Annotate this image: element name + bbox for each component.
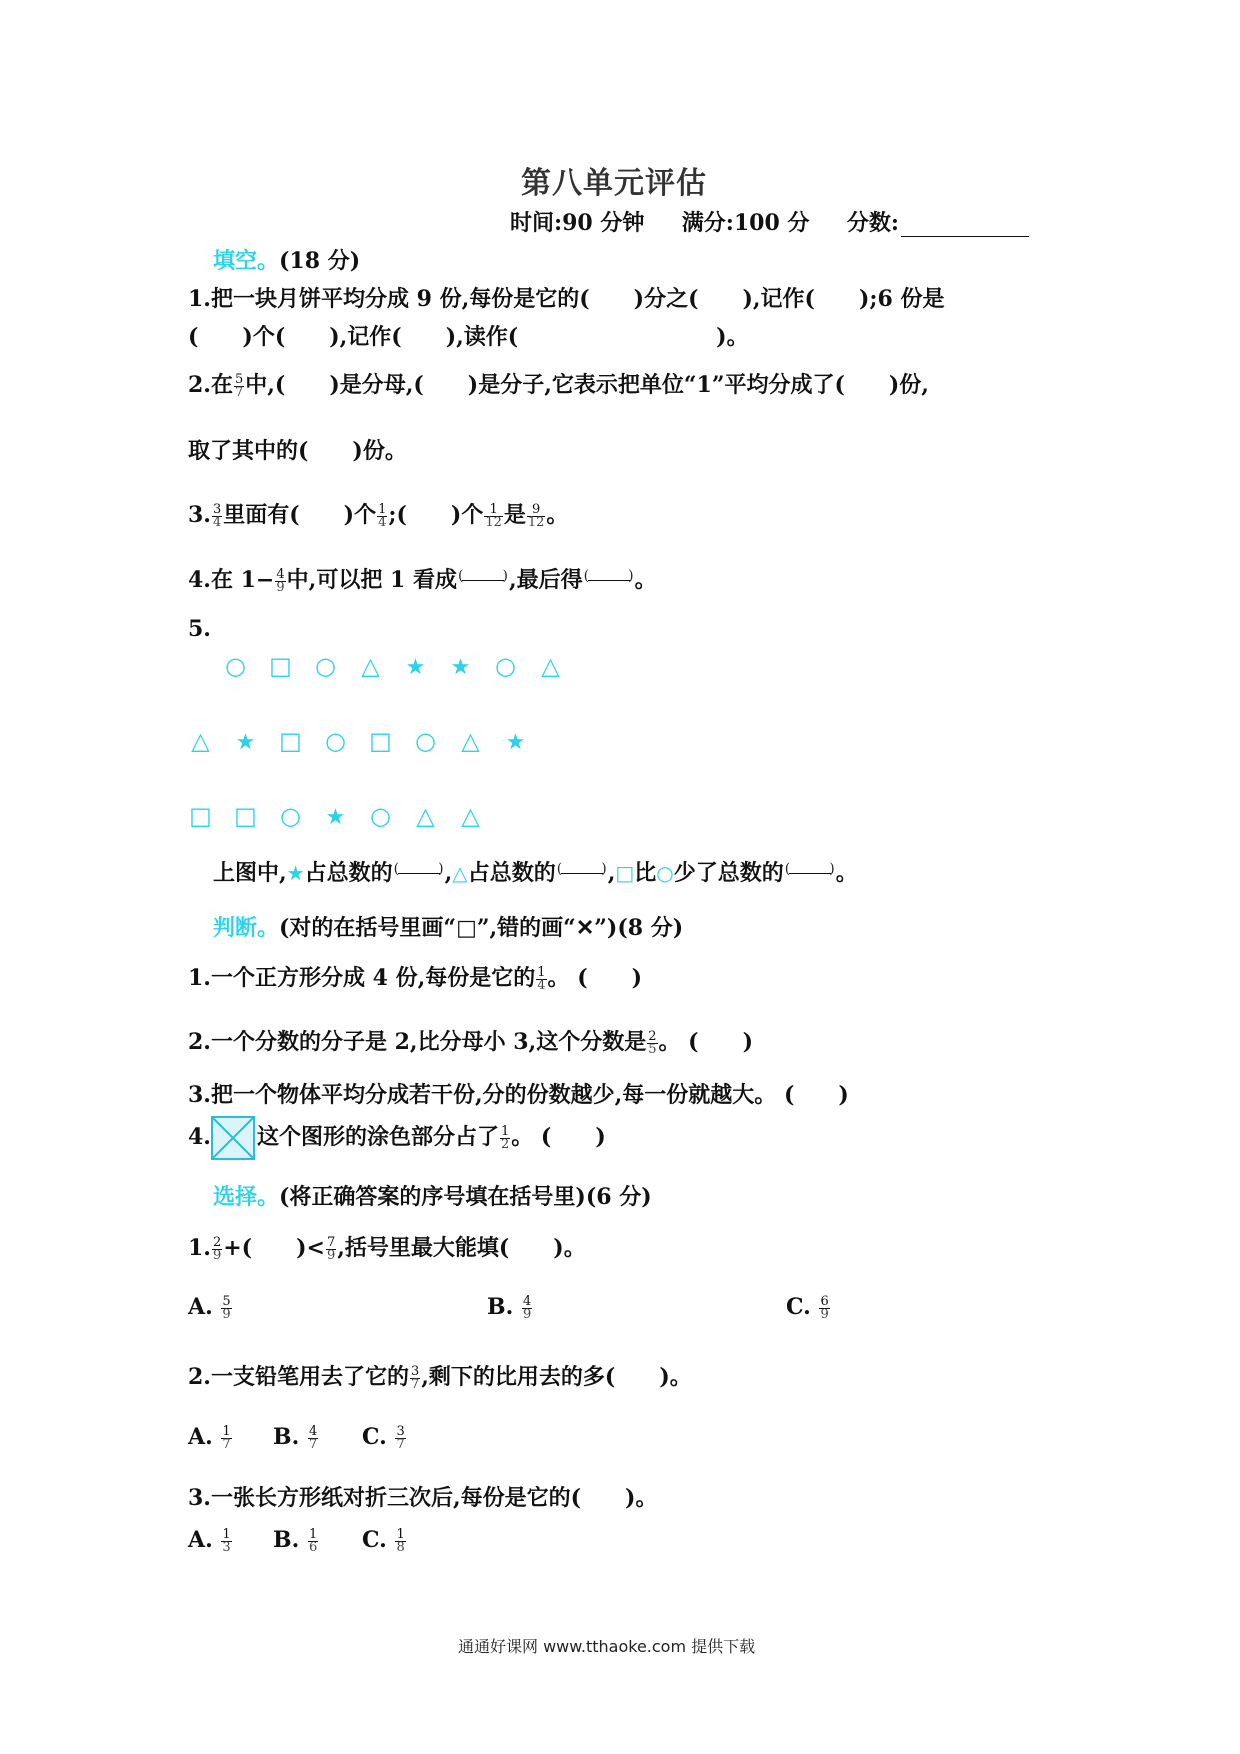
section-judge-heading (213, 911, 683, 942)
choice-q2-option-c[interactable]: C. $\frac{3}{7}$ (362, 1423, 405, 1452)
square-icon: □ (369, 727, 392, 755)
circle-icon: ○ (315, 652, 336, 680)
choice-q2-option-a[interactable]: A. $\frac{1}{7}$ (188, 1423, 231, 1452)
q2-prefix: 2.在 (188, 372, 233, 398)
shape-row-3 (178, 802, 493, 830)
fraction-1-12: $\frac{1}{12}$ (485, 501, 502, 530)
circle-icon: ○ (280, 802, 301, 830)
triangle-icon: △ (452, 861, 468, 885)
triangle-icon: △ (541, 652, 560, 680)
choice-q2-option-b[interactable]: B. $\frac{4}{7}$ (273, 1423, 318, 1452)
fill-q2-line2: 取了其中的( )份。 (188, 438, 407, 464)
time-limit: 时间:90 分钟 (510, 210, 645, 236)
fill-q3: 3. $\frac{3}{4}$ 里面有( )个 $\frac{1}{4}$ ;( )个 $\frac{1}{12}$ 是 $\frac{9}{12}$ 。 (188, 501, 569, 530)
star-icon: ★ (450, 655, 471, 680)
choice-q1-option-a[interactable]: A. $\frac{5}{9}$ (188, 1293, 231, 1322)
triangle-icon: △ (461, 802, 480, 830)
circle-icon: ○ (656, 861, 674, 885)
square-icon: □ (269, 652, 292, 680)
score-blank[interactable] (901, 214, 1029, 237)
fraction-3-7: $\frac{3}{7}$ (410, 1363, 420, 1392)
choice-q1-option-b[interactable]: B. $\frac{4}{9}$ (487, 1293, 532, 1322)
page-footer: 通通好课网 www.tthaoke.com 提供下载 (458, 1637, 756, 1656)
square-icon: □ (234, 802, 257, 830)
shape-row-1 (213, 652, 573, 680)
score-label: 分数: (846, 210, 899, 236)
exam-meta (510, 206, 1029, 237)
circle-icon: ○ (225, 652, 246, 680)
section-fill-points: (18 分) (279, 248, 361, 274)
section-fill-heading (213, 244, 360, 275)
fill-q2-line1 (188, 368, 929, 399)
choice-q3-option-a[interactable]: A. $\frac{1}{3}$ (188, 1526, 231, 1555)
choice-q1: 1. $\frac{2}{9}$ +( )< $\frac{7}{9}$ ,括号里最大能填( )。 (188, 1234, 586, 1263)
star-icon: ★ (505, 730, 526, 755)
fill-q5-summary: 上图中,★占总数的 ( ) ,△占总数的 ( ) ,□比○少了总数的 ( ) 。 (213, 860, 858, 886)
triangle-icon: △ (191, 727, 210, 755)
star-icon: ★ (325, 805, 346, 830)
square-icon: □ (615, 861, 635, 885)
section-judge-label: 判断。 (213, 915, 280, 941)
blank-fraction[interactable]: ( ) (556, 861, 607, 877)
triangle-icon: △ (361, 652, 380, 680)
section-judge-instructions: (对的在括号里画“□”,错的画“✕”)(8 分) (279, 915, 684, 941)
full-score: 满分:100 分 (681, 210, 810, 236)
fraction-1-2: $\frac{1}{2}$ (500, 1123, 510, 1152)
section-choice-label: 选择。 (213, 1184, 280, 1210)
choice-q3-option-c[interactable]: C. $\frac{1}{8}$ (362, 1526, 405, 1555)
triangle-icon: △ (461, 727, 480, 755)
section-choice-instructions: (将正确答案的序号填在括号里)(6 分) (279, 1184, 652, 1210)
square-icon: □ (279, 727, 302, 755)
section-choice-heading (213, 1180, 652, 1211)
star-icon: ★ (405, 655, 426, 680)
page-title: 第八单元评估 (521, 166, 707, 201)
q2-text: 中,( )是分母,( )是分子,它表示把单位“1”平均分成了( )份, (245, 372, 929, 398)
circle-icon: ○ (415, 727, 436, 755)
circle-icon: ○ (370, 802, 391, 830)
star-icon: ★ (235, 730, 256, 755)
fill-q1-line2: ( )个( ),记作( ),读作( )。 (188, 324, 749, 350)
triangle-icon: △ (416, 802, 435, 830)
choice-q3-option-b[interactable]: B. $\frac{1}{6}$ (273, 1526, 318, 1555)
fraction-5-7: $\frac{5}{7}$ (234, 371, 244, 400)
judge-q2: 2.一个分数的分子是 2,比分母小 3,这个分数是 $\frac{2}{5}$ 。 ( ) (188, 1028, 753, 1057)
blank-fraction[interactable]: ( ) (457, 568, 508, 584)
section-fill-label: 填空。 (213, 248, 280, 274)
square-icon: □ (189, 802, 212, 830)
fraction-2-9: $\frac{2}{9}$ (212, 1234, 222, 1263)
fraction-3-4: $\frac{3}{4}$ (212, 501, 222, 530)
fraction-2-5: $\frac{2}{5}$ (648, 1028, 657, 1057)
judge-q4: 4. 这个图形的涂色部分占了 $\frac{1}{2}$ 。 ( ) (188, 1116, 606, 1160)
choice-q3: 3.一张长方形纸对折三次后,每份是它的( )。 (188, 1485, 658, 1511)
judge-q3: 3.把一个物体平均分成若干份,分的份数越少,每一份就越大。 ( ) (188, 1082, 849, 1108)
fill-q5-number: 5. (188, 616, 211, 642)
blank-fraction[interactable]: ( ) (784, 861, 835, 877)
fill-q1-line1: 1.把一块月饼平均分成 9 份,每份是它的( )分之( ),记作( );6 份是 (188, 286, 945, 312)
star-icon: ★ (286, 861, 305, 885)
crossed-square-figure (211, 1116, 255, 1160)
fraction-9-12: $\frac{9}{12}$ (527, 501, 545, 530)
fraction-1-4: $\frac{1}{4}$ (537, 964, 546, 993)
judge-q1: 1.一个正方形分成 4 份,每份是它的 $\frac{1}{4}$ 。 ( ) (188, 964, 643, 993)
shape-row-2 (178, 727, 538, 755)
blank-fraction[interactable]: ( ) (583, 568, 634, 584)
fraction-7-9: $\frac{7}{9}$ (326, 1234, 336, 1263)
circle-icon: ○ (495, 652, 516, 680)
blank-fraction[interactable]: ( ) (393, 861, 444, 877)
fraction-1-4: $\frac{1}{4}$ (378, 501, 387, 530)
fill-q4: 4.在 1− $\frac{4}{9}$ 中,可以把 1 看成 ( ) ,最后得 ( ) 。 (188, 566, 657, 595)
circle-icon: ○ (325, 727, 346, 755)
fraction-4-9: $\frac{4}{9}$ (276, 566, 285, 595)
choice-q1-option-c[interactable]: C. $\frac{6}{9}$ (786, 1293, 829, 1322)
choice-q2: 2.一支铅笔用去了它的 $\frac{3}{7}$ ,剩下的比用去的多( )。 (188, 1363, 692, 1392)
